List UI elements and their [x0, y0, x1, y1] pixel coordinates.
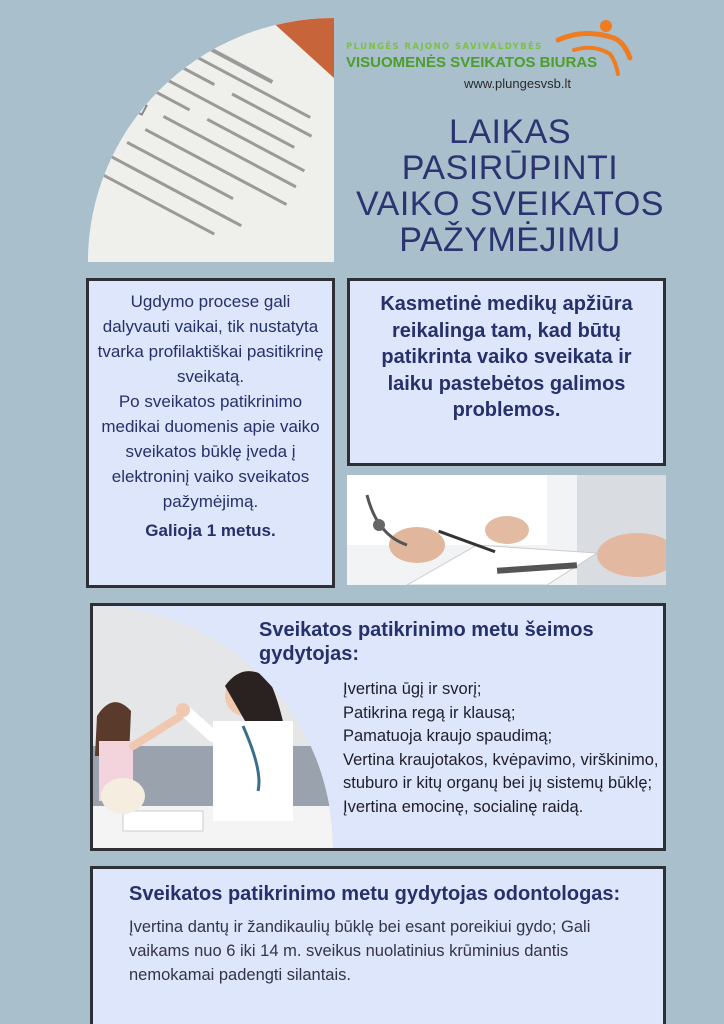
family-doctor-checklist [343, 678, 663, 819]
logo-org-small: PLUNGĖS RAJONO SAVIVALDYBĖS [346, 42, 543, 52]
education-paragraph: Ugdymo procese gali dalyvauti vaikai, tik nustatyta tvarka profilaktiškai pasitikrinę sveikatą. [97, 292, 324, 386]
runner-logo-icon [554, 18, 634, 78]
certificate-paragraph: Po sveikatos patikrinimo medikai duomenis apie vaiko sveikatos būklę įveda į elektroninį vaiko sveikatos pažymėjimą. [101, 392, 320, 511]
logo-website-link[interactable]: www.plungesvsb.lt [464, 76, 571, 91]
education-info-panel [86, 278, 335, 588]
list-item: Pamatuoja kraujo spaudimą; [343, 727, 553, 745]
list-item: Įvertina emocinę, socialinę raidą. [343, 797, 584, 816]
logo-org-main: VISUOMENĖS SVEIKATOS BIURAS [346, 54, 598, 71]
title-line-1: LAIKAS [448, 113, 572, 151]
list-item: Vertina kraujotakos, kvėpavimo, virškinimo, stuburo ir kitų organų bei jų sistemų būklę; [343, 750, 659, 792]
annual-checkup-panel [347, 278, 666, 466]
list-item: Patikrina regą ir klausą; [343, 703, 516, 722]
dentist-heading: Sveikatos patikrinimo metu gydytojas odontologas: [129, 883, 621, 905]
title-line-2: PASIRŪPINTI [401, 149, 619, 187]
family-doctor-panel [90, 603, 666, 851]
organization-logo [346, 18, 636, 98]
dentist-text: Įvertina dantų ir žandikaulių būklę bei esant poreikiui gydo; Gali vaikams nuo 6 iki 14 m. sveikus nuolatinius krūminius dantis nemokamai padengti silantais. [129, 918, 591, 984]
title-line-4: PAŽYMĖJIMU [399, 221, 621, 259]
dentist-panel [90, 866, 666, 1024]
list-item: Įvertina ūgį ir svorį; [343, 680, 482, 698]
poster-title [340, 114, 680, 258]
health-certificate-photo [88, 18, 334, 262]
annual-checkup-text: Kasmetinė medikų apžiūra reikalinga tam, kad būtų patikrinta vaiko sveikata ir laiku pastebėtos galimos problemos. [380, 293, 633, 421]
doctor-writing-photo [347, 475, 666, 585]
title-line-3: VAIKO SVEIKATOS [356, 185, 664, 223]
validity-note: Galioja 1 metus. [145, 521, 276, 540]
family-doctor-heading: Sveikatos patikrinimo metu šeimos gydytojas: [259, 619, 594, 665]
